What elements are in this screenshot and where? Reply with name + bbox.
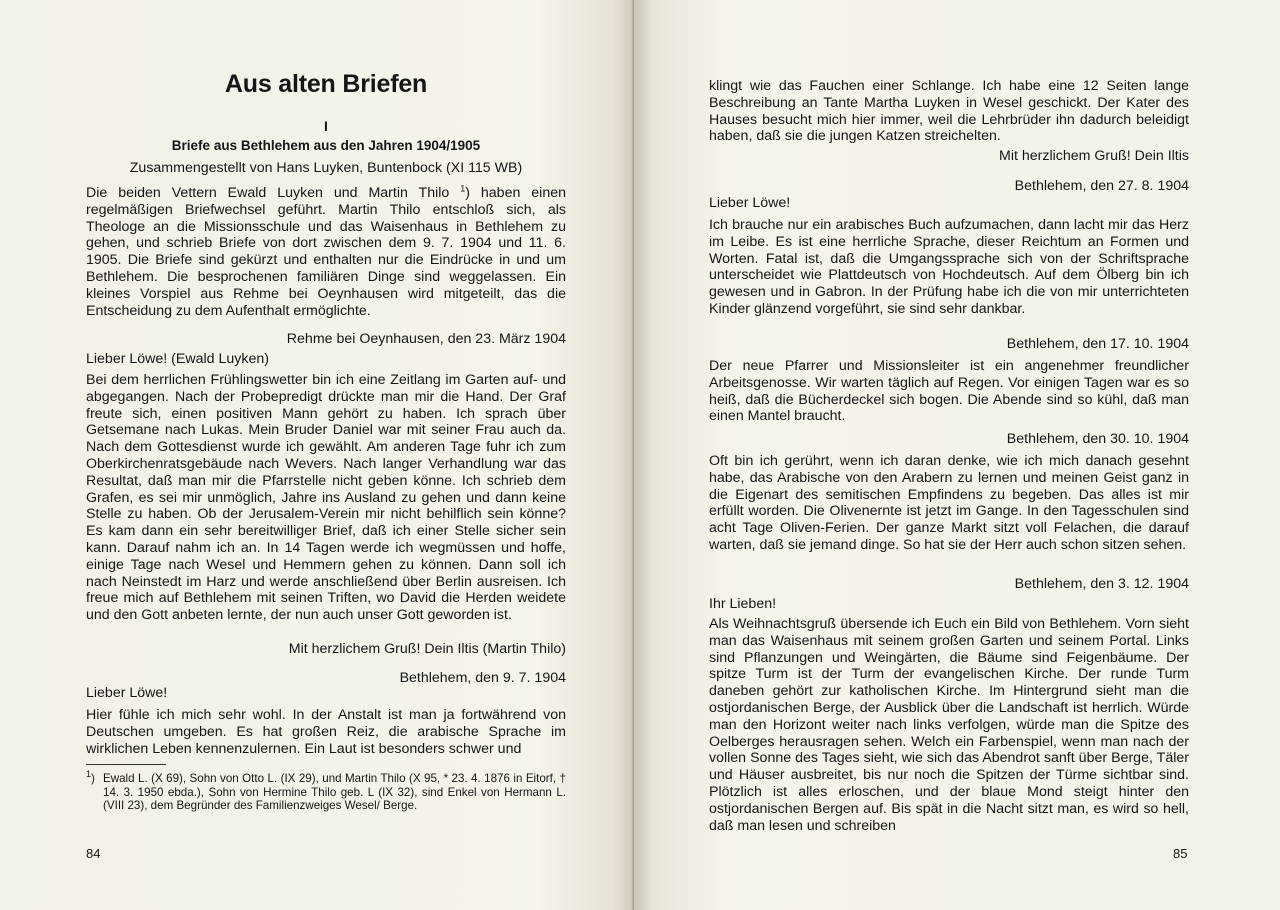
footnote-text: Ewald L. (X 69), Sohn von Otto L. (IX 29), und Martin Thilo (X 95, * 23. 4. 1876 in Eitorf, † 14. 3. 1950 ebda.), Sohn von Hermine Thilo geb. L (IX 32), sind Enkel von Hermann L. (VIII 23), dem Begründer des Familienzweiges Wesel/ Berge. (103, 772, 566, 813)
footnote (86, 769, 566, 813)
intro-text-start: Die beiden Vettern Ewald Luyken und Martin Thilo (86, 185, 461, 201)
letter-body: Als Weihnachtsgruß übersende ich Euch ein Bild von Bethlehem. Vorn sieht man das Waisenhaus mit seinem großen Garten und seinem Portal. Links sind Pflanzungen und Weingärten, die Bäume sind Feigenbäume. Der spitze Turm ist der Turm der evangelischen Kirche. Der runde Turm daneben gehört zur katholischen Kirche. Im Hintergrund sieht man die ostjordanischen Berge, der Ausblick über die Landschaft ist herrlich. Würde man den Horizont weiter nach links verfolgen, würde man die Spitze des Oelberges herausragen sehen. Welch ein Farbenspiel, wenn man nach der vollen Sonne des Tages sieht, wie sich das Abendrot sanft über Berge, Täler und Häuser ausbreitet, bis nur noch die Spitzen der Türme sichtbar sind. Plötzlich ist alles erloschen, und der blaue Mond steigt hinter den ostjordanischen Bergen auf. Bis spät in die Nacht sitzt man, es wird so hell, daß man lesen und schreiben (709, 616, 1189, 834)
right-page (634, 0, 1280, 910)
letter-salutation: Lieber Löwe! (709, 195, 791, 211)
letter-place-date: Bethlehem, den 27. 8. 1904 (1014, 178, 1189, 194)
letter-place-date: Bethlehem, den 9. 7. 1904 (399, 670, 566, 686)
letter-closing: Mit herzlichem Gruß! Dein Iltis (999, 148, 1189, 164)
letter-body: Oft bin ich gerührt, wenn ich daran denke, wie ich mich danach gesehnt habe, das Arabische von den Arabern zu lernen und meinen Geist ganz in die Eigenart des semitischen Empfindens zu begeben. Das alles ist mir erfüllt worden. Die Olivenernte ist jetzt im Gange. In den Tagesschulen sind acht Tage Oliven-Ferien. Der ganze Markt sitzt voll Felachen, die darauf warten, daß sie jemand dinge. So hat sie der Herr auch schon sitzen sehen. (709, 453, 1189, 553)
letter-body: Bei dem herrlichen Frühlingswetter bin ich eine Zeitlang im Garten auf- und abgegangen. Nach der Probepredigt drückte man mir die Hand. Der Graf freute sich, einen positiven Mann gehört zu haben. Ich sprach über Getsemane nach Lukas. Mein Bruder Daniel war mit seiner Frau auch da. Nach dem Gottesdienst wurde ich gewählt. Am anderen Tage fuhr ich zum Oberkirchenratsgebäude nach Wevers. Nach langer Verhandlung war das Resultat, daß man mir die Pfarrstelle nicht geben könne. Ich schrieb dem Grafen, es sei mir unmöglich, Jahre ins Ausland zu gehen und dann keine Stelle zu haben. Ob der Jerusalem-Verein mir nicht behilflich sein könne? Es kam dann ein sehr bereitwilliger Brief, daß ich einer Stelle sicher sein kann. Darauf nahm ich an. In 14 Tagen werde ich wegmüssen und hoffe, einige Tage nach Wesel und Hemmern gehen zu können. Dann soll ich nach Neinstedt im Harz und werde anschließend über Berlin ausreisen. Ich freue mich auf Bethlehem mit seinen Triften, wo David die Herden weidete und den Gott anbeten lernte, der nun auch unser Gott geworden ist. (86, 372, 566, 624)
letter-salutation: Lieber Löwe! (Ewald Luyken) (86, 351, 269, 367)
letter-body: Ich brauche nur ein arabisches Buch aufzumachen, dann lacht mir das Herz im Leibe. Es ist eine herrliche Sprache, dieser Reichtum an Formen und Worten. Fatal ist, daß die Umgangssprache sich von der Schriftsprache unterscheidet wie Plattdeutsch von Hochdeutsch. Auf dem Ölberg bin ich gewesen und in Gabron. In der Prüfung habe ich die von mir unterrichteten Kinder glänzend vorgeführt, sie sind sehr dankbar. (709, 217, 1189, 317)
letter-place-date: Bethlehem, den 17. 10. 1904 (1006, 336, 1189, 352)
part-number: I (324, 118, 328, 134)
letter-place-date: Bethlehem, den 30. 10. 1904 (1006, 431, 1189, 447)
page-number: 84 (86, 846, 101, 861)
letter-body: Der neue Pfarrer und Missionsleiter ist ein angenehmer freundlicher Arbeitsgenosse. Wir warten täglich auf Regen. Vor einigen Tagen war es so heiß, daß die Bücherdeckel sich bogen. Die Abende sind so kühl, daß man einen Mantel braucht. (709, 358, 1189, 425)
letter-body: Hier fühle ich mich sehr wohl. In der Anstalt ist man ja fortwährend von Deutschen umgeben. Es hat großen Reiz, die arabische Sprache im wirklichen Leben kennenzulernen. Ein Laut ist besonders schwer und (86, 707, 566, 757)
letter-place-date: Rehme bei Oeynhausen, den 23. März 1904 (286, 331, 566, 347)
intro-paragraph (86, 185, 566, 319)
left-page (0, 0, 634, 910)
compiled-by-line: Zusammengestellt von Hans Luyken, Buntenbock (XI 115 WB) (129, 160, 523, 176)
intro-text-rest: ) haben einen regelmäßigen Briefwechsel geführt. Martin Thilo entschloß sich, als Theologe an die Missionsschule und das Waisenhaus in Bethlehem zu gehen, und schrieb Briefe von dort zwischen dem 9. 7. 1904 und 11. 6. 1905. Die Briefe sind gekürzt und enthalten nur die Eindrücke in und um Bethlehem. Die besprochenen familiären Dinge sind weggelassen. Ein kleines Vorspiel aus Rehme bei Oeynhausen wird mitgeteilt, das die Entscheidung zu dem Aufenthalt ermöglichte. (86, 185, 566, 319)
footnote-divider (86, 764, 166, 765)
letter-body-continued: klingt wie das Fauchen einer Schlange. Ich habe eine 12 Seiten lange Beschreibung an Tante Martha Luyken in Wesel geschickt. Der Kater des Hauses besucht mich hier immer, weil die Lehrbrüder ihn dadurch beleidigt haben, daß sie die jungen Katzen streichelten. (709, 78, 1189, 145)
footnote-mark-number: 1 (86, 769, 92, 780)
article-subtitle: Briefe aus Bethlehem aus den Jahren 1904/1905 (171, 138, 481, 153)
letter-place-date: Bethlehem, den 3. 12. 1904 (1014, 576, 1189, 592)
footnote-reference: 1 (460, 183, 466, 194)
letter-closing: Mit herzlichem Gruß! Dein Iltis (Martin Thilo) (288, 641, 566, 657)
letter-salutation: Lieber Löwe! (86, 685, 168, 701)
page-number: 85 (1173, 846, 1188, 861)
letter-salutation: Ihr Lieben! (709, 596, 777, 612)
footnote-marker: $^1$) (86, 769, 95, 785)
article-title: Aus alten Briefen (224, 70, 428, 98)
